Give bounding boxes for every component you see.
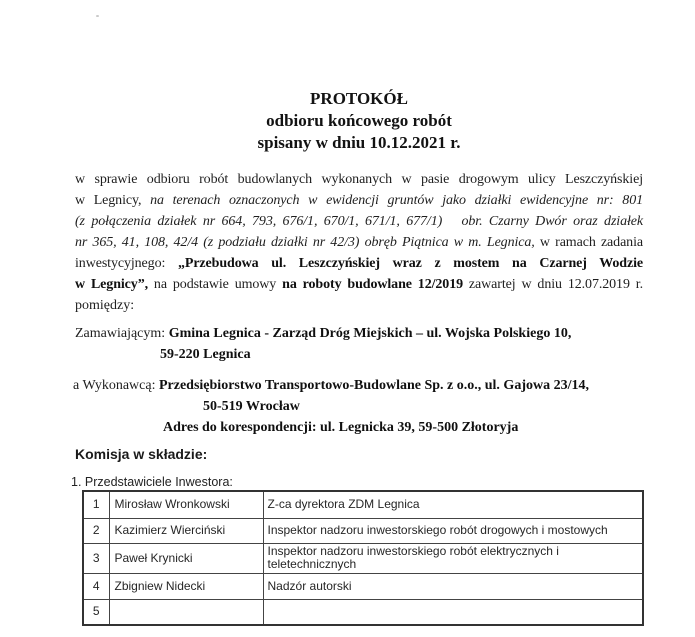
wykonawca-line-3: Adres do korespondencji: ul. Legnicka 39, 59-500 Złotoryja <box>163 420 519 435</box>
document-title-block <box>75 88 643 154</box>
row-number: 5 <box>83 599 109 625</box>
member-role: Inspektor nadzoru inwestorskiego robót elektrycznych i teletechnicznych <box>263 543 643 573</box>
intro-line-5: inwestycyjnego: „Przebudowa ul. Leszczyńskiej wraz z mostem na Czarnej Wodzie <box>75 256 643 271</box>
member-name: Mirosław Wronkowski <box>109 491 263 518</box>
table-row <box>83 573 643 599</box>
komisja-table <box>82 490 644 626</box>
zamawiajacy-line-2: 59-220 Legnica <box>160 347 251 362</box>
row-number: 2 <box>83 518 109 543</box>
intro-line-2: w Legnicy, na terenach oznaczonych w ewidencji gruntów jako działki ewidencyjne nr: 801 <box>75 193 643 208</box>
intro-line-4: nr 365, 41, 108, 42/4 (z podziału działki nr 42/3) obręb Piątnica w m. Legnica, w ramach zadania <box>75 235 643 250</box>
intro-line-1: w sprawie odbioru robót budowlanych wykonanych w pasie drogowym ulicy Leszczyńskiej <box>75 172 643 187</box>
komisja-group1-label: 1. Przedstawiciele Inwestora: <box>71 475 233 489</box>
title-line-1: PROTOKÓŁ <box>310 89 408 108</box>
table-row <box>83 491 643 518</box>
member-name: Paweł Krynicki <box>109 543 263 573</box>
intro-paragraph <box>75 169 643 316</box>
komisja-heading: Komisja w składzie: <box>75 446 208 462</box>
title-line-2: odbioru końcowego robót <box>266 111 452 130</box>
member-name: Kazimierz Wierciński <box>109 518 263 543</box>
row-number: 1 <box>83 491 109 518</box>
table-row <box>83 518 643 543</box>
table-row <box>83 543 643 573</box>
member-role <box>263 599 643 625</box>
row-number: 3 <box>83 543 109 573</box>
zamawiajacy-line-1: Zamawiającym: Gmina Legnica - Zarząd Dróg Miejskich – ul. Wojska Polskiego 10, <box>75 326 572 341</box>
member-name: Zbigniew Nidecki <box>109 573 263 599</box>
member-role: Inspektor nadzoru inwestorskiego robót drogowych i mostowych <box>263 518 643 543</box>
intro-line-7: pomiędzy: <box>75 298 135 313</box>
wykonawca-line-2: 50-519 Wrocław <box>203 399 300 414</box>
party-zamawiajacy <box>75 323 643 365</box>
scan-artifact-dot <box>96 15 99 17</box>
wykonawca-line-1: a Wykonawcą: Przedsiębiorstwo Transportowo-Budowlane Sp. z o.o., ul. Gajowa 23/14, <box>73 378 589 393</box>
member-role: Nadzór autorski <box>263 573 643 599</box>
intro-line-3: (z połączenia działek nr 664, 793, 676/1, 670/1, 671/1, 677/1) obr. Czarny Dwór oraz działek <box>75 214 643 229</box>
party-wykonawca <box>73 375 643 438</box>
member-name <box>109 599 263 625</box>
table-row <box>83 599 643 625</box>
intro-line-6: w Legnicy”, na podstawie umowy na roboty budowlane 12/2019 zawartej w dniu 12.07.2019 r. <box>75 277 643 292</box>
row-number: 4 <box>83 573 109 599</box>
title-line-3: spisany w dniu 10.12.2021 r. <box>257 133 461 152</box>
member-role: Z-ca dyrektora ZDM Legnica <box>263 491 643 518</box>
